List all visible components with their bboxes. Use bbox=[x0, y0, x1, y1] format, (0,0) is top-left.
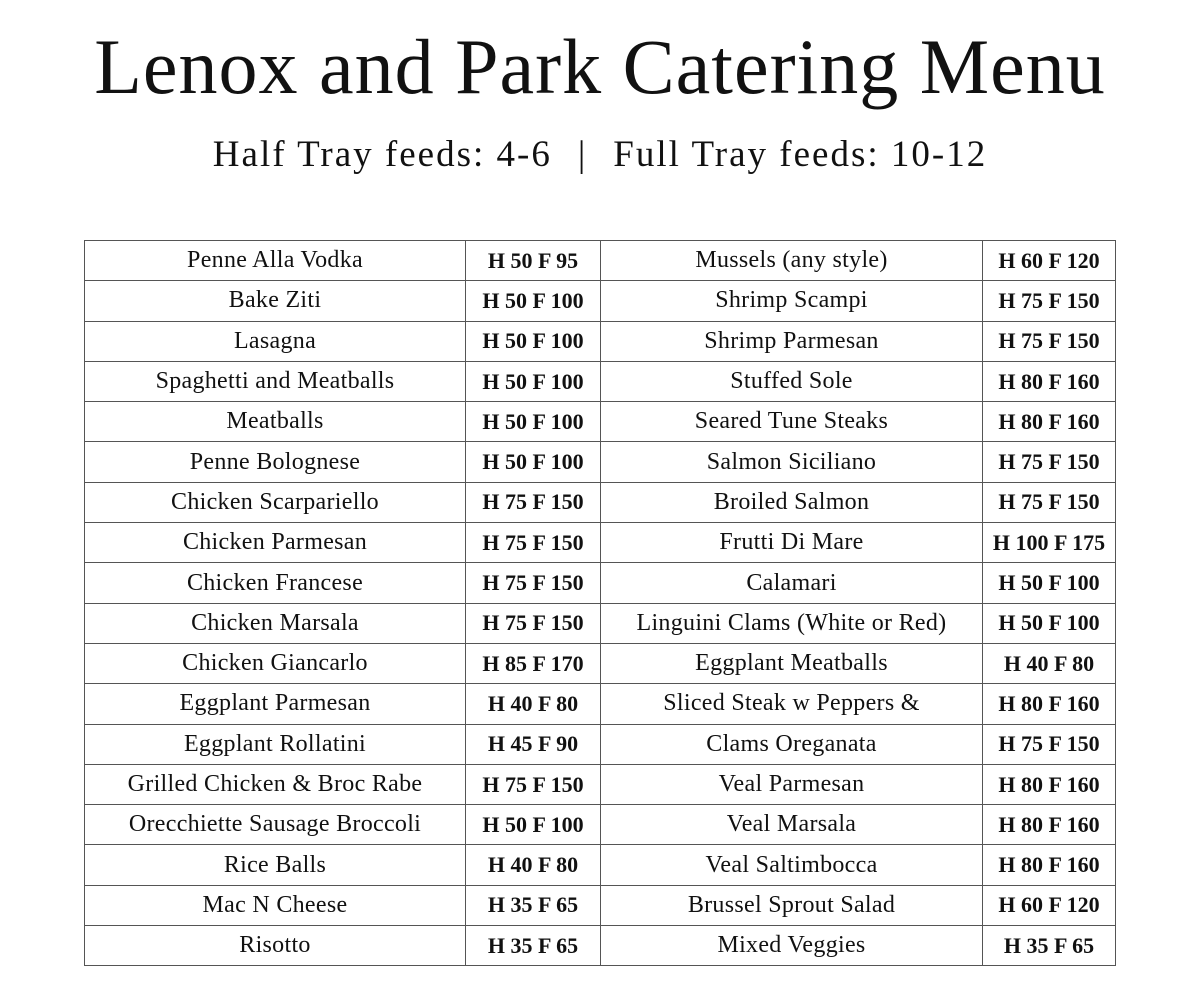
menu-item-price: H 40 F 80 bbox=[983, 643, 1116, 683]
menu-row bbox=[601, 885, 1116, 925]
menu-item-name: Mac N Cheese bbox=[85, 885, 466, 925]
full-tray-info: Full Tray feeds: 10-12 bbox=[613, 134, 988, 175]
menu-item-name: Salmon Siciliano bbox=[601, 442, 983, 482]
menu-item-price: H 50 F 100 bbox=[983, 563, 1116, 603]
menu-row bbox=[601, 805, 1116, 845]
menu-item-name: Shrimp Scampi bbox=[601, 281, 983, 321]
menu-item-name: Rice Balls bbox=[85, 845, 466, 885]
menu-row bbox=[85, 563, 601, 603]
menu-item-price: H 35 F 65 bbox=[466, 926, 601, 966]
menu-row bbox=[601, 643, 1116, 683]
menu-table-right bbox=[600, 240, 1116, 966]
menu-item-name: Linguini Clams (White or Red) bbox=[601, 603, 983, 643]
menu-item-price: H 80 F 160 bbox=[983, 805, 1116, 845]
menu-row bbox=[85, 684, 601, 724]
menu-item-price: H 35 F 65 bbox=[983, 926, 1116, 966]
menu-row bbox=[85, 926, 601, 966]
menu-item-name: Sliced Steak w Peppers & bbox=[601, 684, 983, 724]
menu-item-name: Eggplant Meatballs bbox=[601, 643, 983, 683]
menu-item-name: Clams Oreganata bbox=[601, 724, 983, 764]
menu-row bbox=[601, 563, 1116, 603]
menu-row bbox=[601, 684, 1116, 724]
menu-item-name: Mixed Veggies bbox=[601, 926, 983, 966]
menu-row bbox=[85, 321, 601, 361]
menu-item-price: H 75 F 150 bbox=[983, 482, 1116, 522]
menu-table-left-body bbox=[85, 241, 601, 966]
menu-item-name: Frutti Di Mare bbox=[601, 523, 983, 563]
menu-row bbox=[85, 361, 601, 401]
menu-row bbox=[85, 805, 601, 845]
menu-item-name: Chicken Marsala bbox=[85, 603, 466, 643]
menu-table-right-body bbox=[601, 241, 1116, 966]
menu-item-name: Eggplant Rollatini bbox=[85, 724, 466, 764]
menu-item-price: H 35 F 65 bbox=[466, 885, 601, 925]
menu-row bbox=[601, 361, 1116, 401]
menu-item-name: Lasagna bbox=[85, 321, 466, 361]
menu-row bbox=[601, 523, 1116, 563]
half-tray-info: Half Tray feeds: 4-6 bbox=[212, 134, 552, 175]
menu-item-name: Veal Parmesan bbox=[601, 764, 983, 804]
menu-row bbox=[85, 281, 601, 321]
menu-item-name: Veal Marsala bbox=[601, 805, 983, 845]
menu-item-price: H 80 F 160 bbox=[983, 361, 1116, 401]
menu-row bbox=[601, 764, 1116, 804]
menu-item-price: H 75 F 150 bbox=[466, 482, 601, 522]
menu-item-name: Chicken Giancarlo bbox=[85, 643, 466, 683]
menu-row bbox=[601, 845, 1116, 885]
menu-item-price: H 75 F 150 bbox=[466, 764, 601, 804]
menu-item-price: H 80 F 160 bbox=[983, 684, 1116, 724]
menu-item-price: H 50 F 95 bbox=[466, 241, 601, 281]
menu-item-name: Stuffed Sole bbox=[601, 361, 983, 401]
menu-row bbox=[601, 241, 1116, 281]
page-title: Lenox and Park Catering Menu bbox=[94, 23, 1106, 110]
menu-item-price: H 50 F 100 bbox=[466, 402, 601, 442]
menu-item-name: Spaghetti and Meatballs bbox=[85, 361, 466, 401]
menu-item-name: Brussel Sprout Salad bbox=[601, 885, 983, 925]
menu-row bbox=[601, 724, 1116, 764]
menu-row bbox=[601, 281, 1116, 321]
menu-item-name: Orecchiette Sausage Broccoli bbox=[85, 805, 466, 845]
menu-item-name: Penne Bolognese bbox=[85, 442, 466, 482]
menu-item-price: H 80 F 160 bbox=[983, 764, 1116, 804]
tray-size-info bbox=[0, 132, 1200, 178]
menu-row bbox=[85, 764, 601, 804]
menu-item-price: H 80 F 160 bbox=[983, 402, 1116, 442]
menu-row bbox=[85, 482, 601, 522]
menu-item-price: H 50 F 100 bbox=[466, 321, 601, 361]
menu-item-price: H 50 F 100 bbox=[466, 361, 601, 401]
menu-row bbox=[601, 402, 1116, 442]
menu-row bbox=[85, 523, 601, 563]
menu-row bbox=[85, 643, 601, 683]
menu-item-name: Shrimp Parmesan bbox=[601, 321, 983, 361]
menu-item-name: Grilled Chicken & Broc Rabe bbox=[85, 764, 466, 804]
menu-item-name: Chicken Francese bbox=[85, 563, 466, 603]
menu-item-price: H 50 F 100 bbox=[466, 281, 601, 321]
menu-item-price: H 75 F 150 bbox=[466, 523, 601, 563]
menu-item-name: Bake Ziti bbox=[85, 281, 466, 321]
menu-item-name: Veal Saltimbocca bbox=[601, 845, 983, 885]
menu-item-price: H 75 F 150 bbox=[466, 563, 601, 603]
menu-item-price: H 60 F 120 bbox=[983, 885, 1116, 925]
menu-item-name: Risotto bbox=[85, 926, 466, 966]
menu-row bbox=[85, 845, 601, 885]
menu-item-price: H 80 F 160 bbox=[983, 845, 1116, 885]
menu-row bbox=[85, 241, 601, 281]
menu-item-price: H 75 F 150 bbox=[983, 281, 1116, 321]
menu-item-name: Penne Alla Vodka bbox=[85, 241, 466, 281]
menu-item-price: H 75 F 150 bbox=[983, 321, 1116, 361]
menu-item-price: H 75 F 150 bbox=[983, 442, 1116, 482]
menu-item-name: Broiled Salmon bbox=[601, 482, 983, 522]
menu-item-price: H 40 F 80 bbox=[466, 684, 601, 724]
menu-row bbox=[85, 885, 601, 925]
menu-item-name: Seared Tune Steaks bbox=[601, 402, 983, 442]
menu-item-price: H 60 F 120 bbox=[983, 241, 1116, 281]
menu-item-name: Calamari bbox=[601, 563, 983, 603]
menu-row bbox=[85, 402, 601, 442]
menu-table-left bbox=[84, 240, 601, 966]
menu-item-price: H 75 F 150 bbox=[466, 603, 601, 643]
menu-item-price: H 75 F 150 bbox=[983, 724, 1116, 764]
menu-item-price: H 85 F 170 bbox=[466, 643, 601, 683]
menu-item-price: H 40 F 80 bbox=[466, 845, 601, 885]
menu-row bbox=[601, 926, 1116, 966]
menu-row bbox=[85, 724, 601, 764]
menu-item-name: Chicken Scarpariello bbox=[85, 482, 466, 522]
menu-item-price: H 50 F 100 bbox=[983, 603, 1116, 643]
menu-row bbox=[601, 442, 1116, 482]
menu-row bbox=[601, 603, 1116, 643]
subtitle-separator: | bbox=[577, 134, 588, 175]
menu-item-name: Eggplant Parmesan bbox=[85, 684, 466, 724]
menu-item-name: Mussels (any style) bbox=[601, 241, 983, 281]
menu-row bbox=[85, 603, 601, 643]
menu-item-name: Meatballs bbox=[85, 402, 466, 442]
menu-item-price: H 100 F 175 bbox=[983, 523, 1116, 563]
menu-row bbox=[85, 442, 601, 482]
menu-item-price: H 50 F 100 bbox=[466, 442, 601, 482]
menu-item-name: Chicken Parmesan bbox=[85, 523, 466, 563]
menu-row bbox=[601, 482, 1116, 522]
menu-item-price: H 50 F 100 bbox=[466, 805, 601, 845]
menu-row bbox=[601, 321, 1116, 361]
menu-item-price: H 45 F 90 bbox=[466, 724, 601, 764]
